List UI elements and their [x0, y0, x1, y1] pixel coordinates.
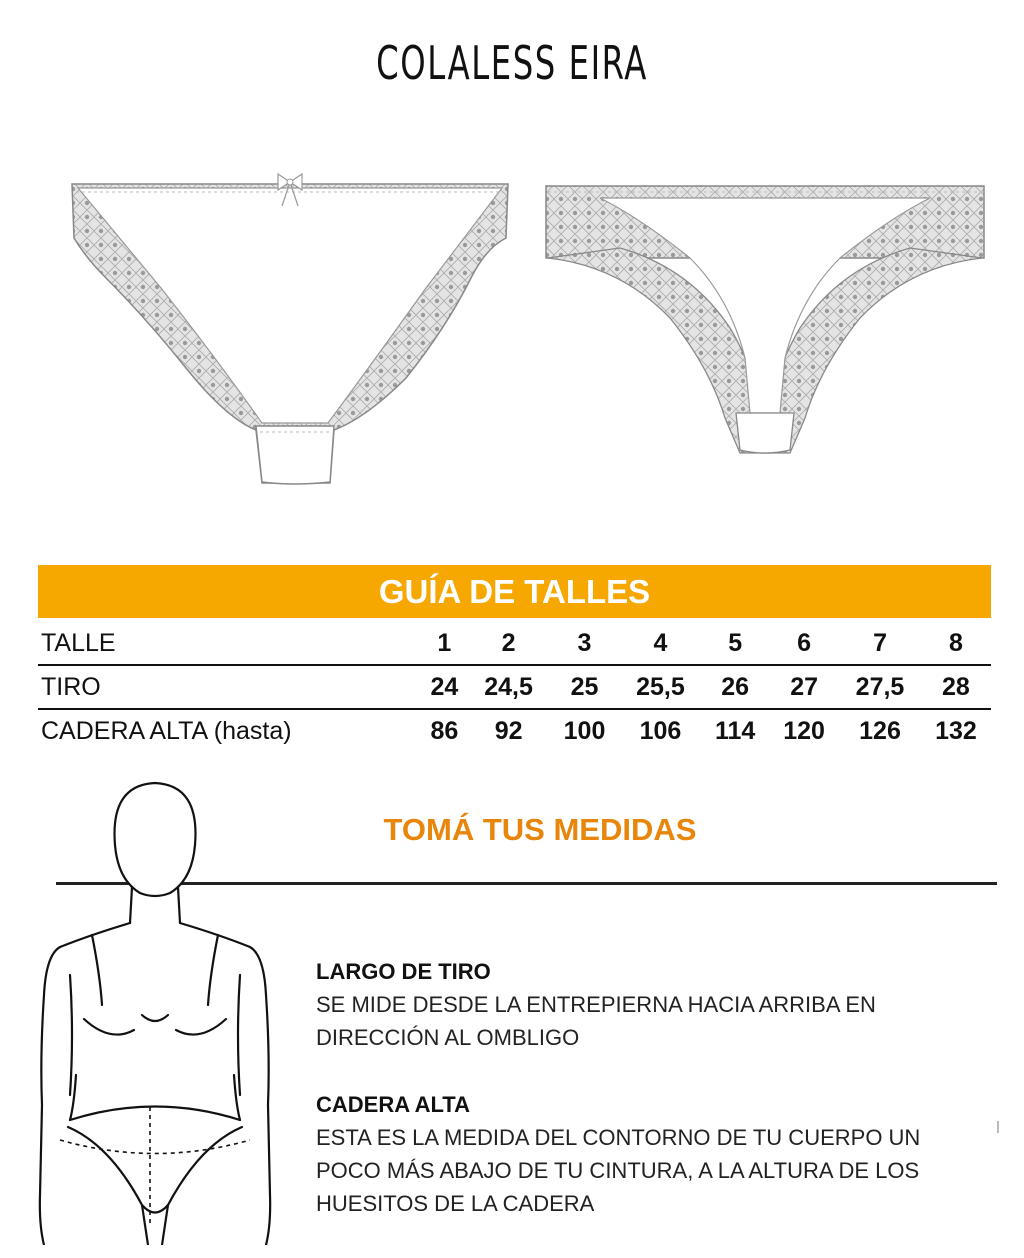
table-cell: 2 [501, 628, 516, 657]
table-cell: 27,5 [839, 665, 921, 709]
page-title: COLALESS EIRA [376, 36, 648, 90]
front-garment-illustration [66, 168, 514, 490]
table-cell: 86 [421, 709, 468, 752]
size-table [38, 622, 991, 752]
table-cell: 120 [769, 709, 839, 752]
row-label: TIRO [38, 665, 421, 709]
edge-mark [997, 1121, 999, 1133]
table-row-cadera-alta [38, 709, 991, 752]
table-cell: 25,5 [620, 665, 702, 709]
section-text: ESTA ES LA MEDIDA DEL CONTORNO DE TU CUERPO UN POCO MÁS ABAJO DE TU CINTURA, A LA ALTURA DE LOS HUESITOS DE LA CADERA [316, 1125, 921, 1216]
row-label: CADERA ALTA (hasta) [38, 709, 421, 752]
table-cell: 114 [701, 709, 769, 752]
table-cell: 106 [620, 709, 702, 752]
table-cell: 8 [948, 628, 963, 657]
size-guide-heading: GUÍA DE TALLES [38, 565, 991, 618]
table-cell: 4 [653, 628, 668, 657]
table-cell: 5 [728, 628, 743, 657]
table-row-talle [38, 622, 991, 665]
cadera-alta-section [316, 1088, 966, 1220]
table-cell: 1 [437, 628, 452, 657]
section-text: SE MIDE DESDE LA ENTREPIERNA HACIA ARRIBA EN DIRECCIÓN AL OMBLIGO [316, 992, 876, 1050]
table-cell: 92 [468, 709, 550, 752]
table-cell: 26 [701, 665, 769, 709]
table-row-tiro [38, 665, 991, 709]
table-cell: 100 [549, 709, 619, 752]
table-cell: 126 [839, 709, 921, 752]
table-cell: 6 [797, 628, 812, 657]
row-label: TALLE [41, 628, 116, 657]
back-garment-illustration [540, 178, 990, 460]
table-cell: 27 [769, 665, 839, 709]
measure-heading: TOMÁ TUS MEDIDAS [383, 812, 697, 847]
table-cell: 132 [921, 709, 991, 752]
largo-de-tiro-section [316, 955, 966, 1054]
table-cell: 24 [421, 665, 468, 709]
section-title: CADERA ALTA [316, 1092, 470, 1117]
table-cell: 24,5 [468, 665, 550, 709]
table-cell: 7 [873, 628, 887, 657]
body-figure-illustration [30, 775, 290, 1245]
table-cell: 28 [921, 665, 991, 709]
table-cell: 25 [549, 665, 619, 709]
table-cell: 3 [577, 628, 592, 657]
section-title: LARGO DE TIRO [316, 959, 491, 984]
